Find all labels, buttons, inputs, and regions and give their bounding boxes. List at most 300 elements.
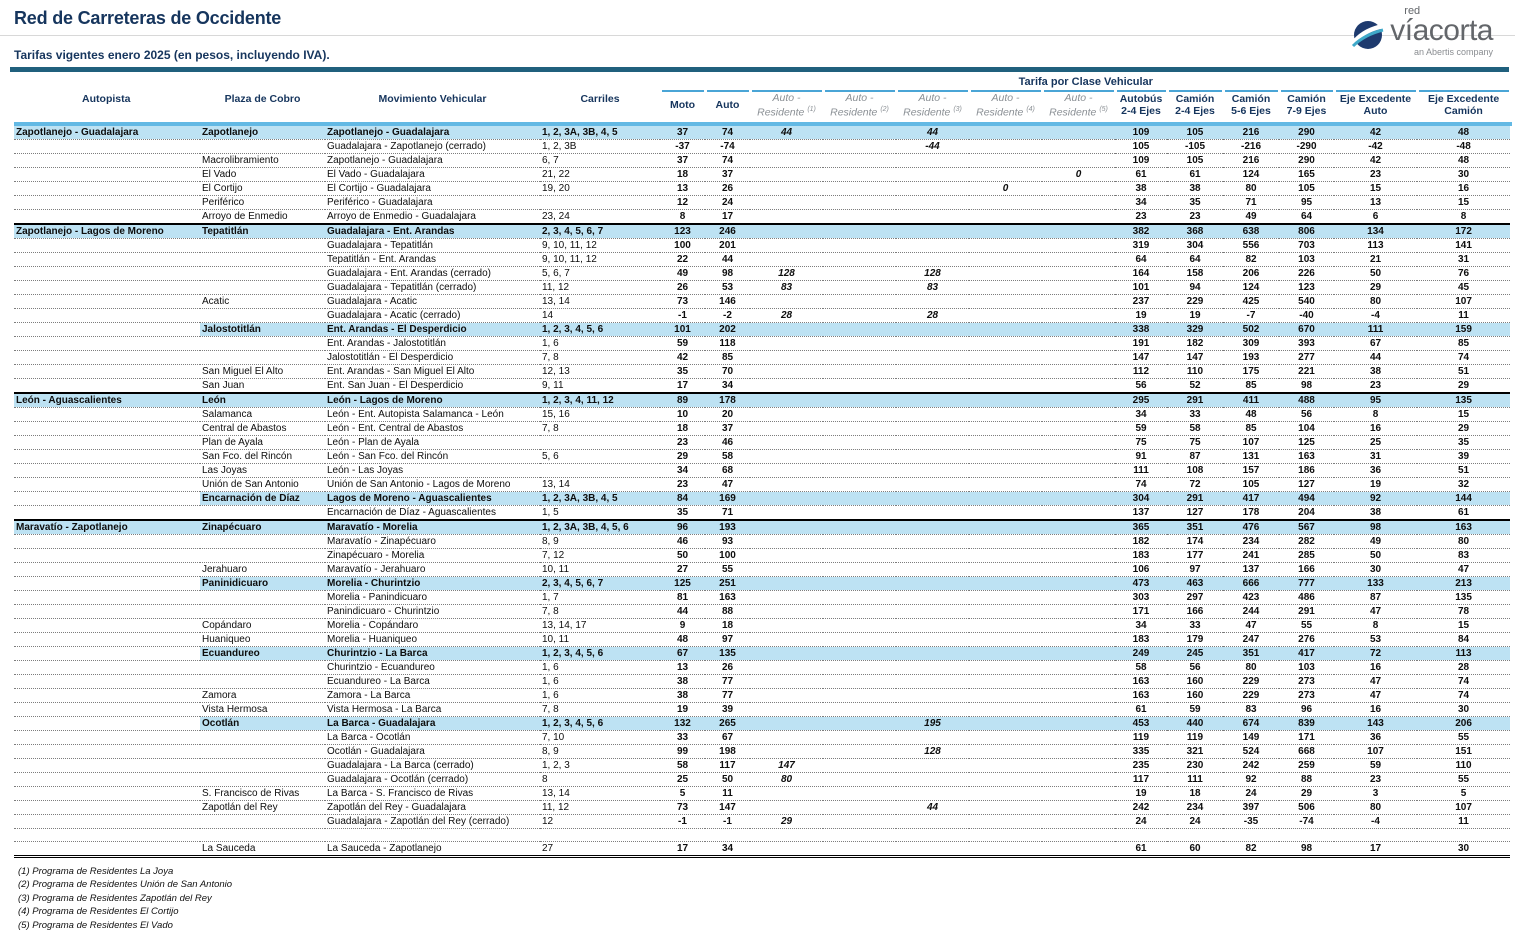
cell-value-1: 44	[660, 604, 705, 618]
cell-value-2: 97	[705, 632, 750, 646]
cell-plaza: Las Joyas	[200, 463, 325, 477]
column-header-autopista: Autopista	[14, 76, 200, 124]
cell-value-3	[750, 294, 823, 308]
cell-value-2: 178	[705, 393, 750, 408]
cell-value-11: 103	[1279, 252, 1334, 266]
cell-value-4	[823, 195, 896, 209]
cell-value-11: 226	[1279, 266, 1334, 280]
cell-carriles: 13, 14	[540, 294, 660, 308]
cell-value-11: 273	[1279, 688, 1334, 702]
cell-value-7	[1042, 322, 1115, 336]
cell-value-6	[969, 350, 1042, 364]
cell-value-6	[969, 674, 1042, 688]
cell-value-8	[1115, 828, 1167, 841]
cell-value-11: 165	[1279, 167, 1334, 181]
cell-value-13: 55	[1417, 772, 1510, 786]
cell-value-3	[750, 505, 823, 520]
table-row	[14, 421, 1510, 435]
cell-autopista	[14, 618, 200, 632]
cell-plaza: S. Francisco de Rivas	[200, 786, 325, 800]
cell-value-13	[1417, 828, 1510, 841]
cell-value-12: 15	[1334, 181, 1417, 195]
cell-carriles: 1, 2, 3, 4, 5, 6	[540, 716, 660, 730]
cell-value-1: 123	[660, 224, 705, 239]
cell-carriles: 13, 14	[540, 786, 660, 800]
cell-value-9: 52	[1167, 378, 1223, 393]
cell-value-13: 144	[1417, 491, 1510, 505]
cell-value-7	[1042, 618, 1115, 632]
cell-value-4	[823, 224, 896, 239]
cell-value-10: 417	[1223, 491, 1279, 505]
table-row	[14, 322, 1510, 336]
cell-autopista	[14, 814, 200, 828]
cell-value-6	[969, 336, 1042, 350]
cell-value-1: 13	[660, 660, 705, 674]
cell-autopista	[14, 730, 200, 744]
cell-value-11: 103	[1279, 660, 1334, 674]
table-row	[14, 477, 1510, 491]
cell-value-9: 72	[1167, 477, 1223, 491]
cell-value-3	[750, 491, 823, 505]
column-header-value-4: Auto - Residente $^{(2)}$	[823, 91, 896, 124]
cell-value-6	[969, 378, 1042, 393]
cell-value-8: 183	[1115, 632, 1167, 646]
cell-value-7	[1042, 477, 1115, 491]
cell-value-12: 67	[1334, 336, 1417, 350]
cell-movimiento: Encarnación de Díaz - Aguascalientes	[325, 505, 540, 520]
cell-plaza: Vista Hermosa	[200, 702, 325, 716]
cell-plaza	[200, 730, 325, 744]
cell-value-1: 125	[660, 576, 705, 590]
cell-autopista	[14, 181, 200, 195]
cell-value-11: 494	[1279, 491, 1334, 505]
footnote-1: (1) Programa de Residentes La Joya	[18, 865, 174, 877]
table-row	[14, 449, 1510, 463]
cell-value-13: 48	[1417, 124, 1510, 140]
cell-plaza: Ocotlán	[200, 716, 325, 730]
cell-value-10: 666	[1223, 576, 1279, 590]
cell-carriles: 12	[540, 814, 660, 828]
cell-value-3	[750, 618, 823, 632]
cell-movimiento: Morelia - Huaniqueo	[325, 632, 540, 646]
group-header-tarifa: Tarifa por Clase Vehicular	[660, 76, 1510, 91]
cell-value-3	[750, 590, 823, 604]
cell-carriles: 1, 6	[540, 336, 660, 350]
cell-value-3	[750, 238, 823, 252]
cell-carriles	[540, 435, 660, 449]
cell-value-5	[896, 421, 969, 435]
cell-movimiento: La Barca - Guadalajara	[325, 716, 540, 730]
cell-value-3: 44	[750, 124, 823, 140]
column-header-value-5: Auto - Residente $^{(3)}$	[896, 91, 969, 124]
cell-value-2: 202	[705, 322, 750, 336]
cell-value-5	[896, 209, 969, 224]
cell-value-8: 112	[1115, 364, 1167, 378]
cell-value-1: 73	[660, 294, 705, 308]
cell-value-9: 58	[1167, 421, 1223, 435]
cell-value-4	[823, 181, 896, 195]
cell-value-7	[1042, 153, 1115, 167]
cell-value-9: 329	[1167, 322, 1223, 336]
cell-value-4	[823, 336, 896, 350]
cell-value-5	[896, 730, 969, 744]
cell-value-2: -74	[705, 139, 750, 153]
cell-value-10: 82	[1223, 252, 1279, 266]
cell-value-4	[823, 632, 896, 646]
cell-autopista	[14, 477, 200, 491]
cell-value-2: 68	[705, 463, 750, 477]
cell-value-8: 338	[1115, 322, 1167, 336]
cell-value-12: 29	[1334, 280, 1417, 294]
cell-value-7	[1042, 520, 1115, 535]
cell-value-7: 0	[1042, 167, 1115, 181]
column-header-value-2: Auto	[705, 91, 750, 124]
cell-value-11	[1279, 828, 1334, 841]
cell-value-10: 24	[1223, 786, 1279, 800]
cell-value-3	[750, 322, 823, 336]
cell-value-1: 73	[660, 800, 705, 814]
cell-value-13: 80	[1417, 534, 1510, 548]
cell-autopista	[14, 744, 200, 758]
cell-value-6	[969, 632, 1042, 646]
cell-value-7	[1042, 814, 1115, 828]
cell-movimiento: Guadalajara - Acatic	[325, 294, 540, 308]
cell-value-9: 368	[1167, 224, 1223, 239]
table-row	[14, 195, 1510, 209]
cell-value-4	[823, 814, 896, 828]
cell-value-3	[750, 730, 823, 744]
cell-movimiento: Unión de San Antonio - Lagos de Moreno	[325, 477, 540, 491]
cell-movimiento: León - Plan de Ayala	[325, 435, 540, 449]
cell-value-9: 158	[1167, 266, 1223, 280]
cell-value-1: -1	[660, 308, 705, 322]
cell-value-10: 85	[1223, 421, 1279, 435]
cell-movimiento: Morelia - Churintzio	[325, 576, 540, 590]
cell-carriles: 10, 11	[540, 562, 660, 576]
cell-value-2: 77	[705, 674, 750, 688]
cell-value-10: 80	[1223, 181, 1279, 195]
cell-value-9: 108	[1167, 463, 1223, 477]
cell-carriles: 14	[540, 308, 660, 322]
cell-value-2: 117	[705, 758, 750, 772]
cell-value-13: 83	[1417, 548, 1510, 562]
cell-plaza	[200, 548, 325, 562]
cell-value-4	[823, 477, 896, 491]
cell-autopista	[14, 407, 200, 421]
cell-value-11: 417	[1279, 646, 1334, 660]
cell-carriles	[540, 463, 660, 477]
cell-value-6	[969, 590, 1042, 604]
cell-value-8: 34	[1115, 407, 1167, 421]
cell-value-11: 488	[1279, 393, 1334, 408]
column-header-value-3: Auto - Residente $^{(1)}$	[750, 91, 823, 124]
cell-value-11: -74	[1279, 814, 1334, 828]
cell-value-9: 304	[1167, 238, 1223, 252]
cell-value-1: -37	[660, 139, 705, 153]
cell-value-12: 16	[1334, 421, 1417, 435]
cell-value-6	[969, 308, 1042, 322]
cell-value-11: 273	[1279, 674, 1334, 688]
cell-autopista	[14, 716, 200, 730]
cell-value-1: 35	[660, 505, 705, 520]
cell-value-7	[1042, 224, 1115, 239]
cell-value-5	[896, 181, 969, 195]
cell-value-4	[823, 407, 896, 421]
cell-value-4	[823, 449, 896, 463]
cell-value-3	[750, 688, 823, 702]
cell-value-13: 213	[1417, 576, 1510, 590]
cell-value-1: 5	[660, 786, 705, 800]
cell-value-2: -2	[705, 308, 750, 322]
cell-autopista	[14, 576, 200, 590]
cell-plaza	[200, 814, 325, 828]
cell-value-11: 95	[1279, 195, 1334, 209]
cell-plaza: San Miguel El Alto	[200, 364, 325, 378]
cell-movimiento: Guadalajara - Zapotlán del Rey (cerrado)	[325, 814, 540, 828]
cell-value-2: 85	[705, 350, 750, 364]
cell-autopista	[14, 463, 200, 477]
cell-movimiento: Guadalajara - Zapotlanejo (cerrado)	[325, 139, 540, 153]
cell-autopista	[14, 772, 200, 786]
cell-autopista	[14, 758, 200, 772]
cell-value-10: 397	[1223, 800, 1279, 814]
cell-value-9: 463	[1167, 576, 1223, 590]
cell-value-10: 234	[1223, 534, 1279, 548]
cell-value-10: -216	[1223, 139, 1279, 153]
cell-value-12: 19	[1334, 477, 1417, 491]
cell-value-8: 163	[1115, 688, 1167, 702]
cell-value-12: 13	[1334, 195, 1417, 209]
cell-plaza	[200, 350, 325, 364]
cell-carriles: 11, 12	[540, 800, 660, 814]
cell-value-4	[823, 209, 896, 224]
cell-value-4	[823, 730, 896, 744]
cell-autopista	[14, 266, 200, 280]
table-row	[14, 604, 1510, 618]
cell-autopista	[14, 548, 200, 562]
cell-value-9: 179	[1167, 632, 1223, 646]
cell-value-13: 110	[1417, 758, 1510, 772]
cell-value-1: 34	[660, 463, 705, 477]
cell-value-1: -1	[660, 814, 705, 828]
cell-value-9: 24	[1167, 814, 1223, 828]
cell-autopista	[14, 562, 200, 576]
cell-value-4	[823, 548, 896, 562]
cell-value-5	[896, 604, 969, 618]
cell-value-2: 146	[705, 294, 750, 308]
cell-movimiento: León - Las Joyas	[325, 463, 540, 477]
cell-movimiento: Ent. San Juan - El Desperdicio	[325, 378, 540, 393]
cell-value-7	[1042, 393, 1115, 408]
cell-value-3	[750, 841, 823, 856]
cell-value-7	[1042, 378, 1115, 393]
cell-value-8: 64	[1115, 252, 1167, 266]
cell-value-1: 42	[660, 350, 705, 364]
cell-movimiento: León - Ent. Central de Abastos	[325, 421, 540, 435]
cell-value-4	[823, 378, 896, 393]
cell-value-1: 84	[660, 491, 705, 505]
cell-plaza: Salamanca	[200, 407, 325, 421]
cell-value-5	[896, 364, 969, 378]
cell-carriles: 19, 20	[540, 181, 660, 195]
cell-value-4	[823, 688, 896, 702]
cell-value-8: 61	[1115, 841, 1167, 856]
cell-movimiento: Churintzio - Ecuandureo	[325, 660, 540, 674]
cell-autopista	[14, 590, 200, 604]
cell-value-5	[896, 224, 969, 239]
cell-value-2: 198	[705, 744, 750, 758]
cell-value-5	[896, 632, 969, 646]
cell-value-12: 17	[1334, 841, 1417, 856]
cell-value-7	[1042, 308, 1115, 322]
cell-autopista: León - Aguascalientes	[14, 393, 200, 408]
cell-plaza: La Sauceda	[200, 841, 325, 856]
cell-plaza	[200, 266, 325, 280]
cell-value-2: 163	[705, 590, 750, 604]
cell-carriles: 2, 3, 4, 5, 6, 7	[540, 576, 660, 590]
cell-value-5	[896, 828, 969, 841]
cell-value-6	[969, 139, 1042, 153]
cell-value-6	[969, 758, 1042, 772]
cell-value-4	[823, 308, 896, 322]
cell-value-6	[969, 716, 1042, 730]
cell-value-5	[896, 772, 969, 786]
cell-value-9: 321	[1167, 744, 1223, 758]
cell-autopista	[14, 364, 200, 378]
cell-value-1: 46	[660, 534, 705, 548]
cell-value-13: 135	[1417, 590, 1510, 604]
cell-value-10: 216	[1223, 153, 1279, 167]
cell-carriles: 8, 9	[540, 534, 660, 548]
cell-plaza	[200, 534, 325, 548]
cell-movimiento: Lagos de Moreno - Aguascalientes	[325, 491, 540, 505]
page-header	[0, 0, 1515, 72]
cell-carriles: 7, 8	[540, 421, 660, 435]
column-header-value-7: Auto - Residente $^{(5)}$	[1042, 91, 1115, 124]
title-divider	[0, 35, 1515, 36]
cell-value-5	[896, 674, 969, 688]
cell-value-12: 8	[1334, 407, 1417, 421]
cell-value-12: 44	[1334, 350, 1417, 364]
column-header-movimiento-vehicular: Movimiento Vehicular	[325, 76, 540, 124]
table-row	[14, 702, 1510, 716]
cell-value-3	[750, 153, 823, 167]
cell-value-11: 276	[1279, 632, 1334, 646]
cell-movimiento: Zapotlanejo - Guadalajara	[325, 124, 540, 140]
cell-movimiento: Zapotlán del Rey - Guadalajara	[325, 800, 540, 814]
cell-value-13: 135	[1417, 393, 1510, 408]
cell-movimiento: Churintzio - La Barca	[325, 646, 540, 660]
cell-value-10: 175	[1223, 364, 1279, 378]
cell-value-2: 26	[705, 181, 750, 195]
cell-value-10: 157	[1223, 463, 1279, 477]
cell-carriles: 8	[540, 772, 660, 786]
cell-value-13: 32	[1417, 477, 1510, 491]
cell-value-6	[969, 660, 1042, 674]
cell-value-3	[750, 393, 823, 408]
cell-value-13: 107	[1417, 294, 1510, 308]
cell-value-7	[1042, 632, 1115, 646]
cell-value-8: 38	[1115, 181, 1167, 195]
cell-value-5	[896, 520, 969, 535]
cell-value-12: 8	[1334, 618, 1417, 632]
cell-value-6	[969, 520, 1042, 535]
cell-value-10: 80	[1223, 660, 1279, 674]
cell-plaza: Tepatitlán	[200, 224, 325, 239]
cell-value-7	[1042, 280, 1115, 294]
cell-value-12: 59	[1334, 758, 1417, 772]
table-row	[14, 758, 1510, 772]
cell-autopista	[14, 322, 200, 336]
cell-carriles: 7, 8	[540, 350, 660, 364]
cell-value-2: 47	[705, 477, 750, 491]
table-row	[14, 632, 1510, 646]
cell-value-8: 58	[1115, 660, 1167, 674]
cell-value-4	[823, 702, 896, 716]
cell-value-8: 106	[1115, 562, 1167, 576]
cell-value-10: 193	[1223, 350, 1279, 364]
cell-value-3: 80	[750, 772, 823, 786]
cell-value-9: 166	[1167, 604, 1223, 618]
cell-value-5	[896, 576, 969, 590]
cell-value-3	[750, 646, 823, 660]
cell-value-12: 16	[1334, 660, 1417, 674]
cell-movimiento: Zamora - La Barca	[325, 688, 540, 702]
cell-value-11: 839	[1279, 716, 1334, 730]
cell-value-9: 33	[1167, 618, 1223, 632]
cell-value-13: 51	[1417, 463, 1510, 477]
cell-value-1: 18	[660, 421, 705, 435]
cell-plaza	[200, 252, 325, 266]
cell-value-12: 143	[1334, 716, 1417, 730]
table-row	[14, 378, 1510, 393]
cell-value-11: 506	[1279, 800, 1334, 814]
cell-value-7	[1042, 266, 1115, 280]
cell-value-7	[1042, 350, 1115, 364]
cell-value-8: 295	[1115, 393, 1167, 408]
cell-value-8: 249	[1115, 646, 1167, 660]
cell-autopista	[14, 800, 200, 814]
cell-value-6	[969, 730, 1042, 744]
table-row	[14, 646, 1510, 660]
cell-value-8: 382	[1115, 224, 1167, 239]
footnote-3: (3) Programa de Residentes Zapotlán del Rey	[18, 892, 212, 904]
cell-value-5	[896, 646, 969, 660]
cell-plaza: San Juan	[200, 378, 325, 393]
cell-value-5	[896, 407, 969, 421]
cell-movimiento: Panindicuaro - Churintzio	[325, 604, 540, 618]
cell-plaza: Ecuandureo	[200, 646, 325, 660]
cell-plaza: Zapotlanejo	[200, 124, 325, 140]
cell-movimiento: Jalostotitlán - El Desperdicio	[325, 350, 540, 364]
cell-plaza: El Cortijo	[200, 181, 325, 195]
cell-value-13: 11	[1417, 814, 1510, 828]
cell-value-12: 47	[1334, 604, 1417, 618]
cell-value-7	[1042, 336, 1115, 350]
cell-value-5	[896, 814, 969, 828]
cell-value-4	[823, 393, 896, 408]
cell-movimiento: Guadalajara - Ocotlán (cerrado)	[325, 772, 540, 786]
cell-plaza	[200, 505, 325, 520]
cell-value-13: 31	[1417, 252, 1510, 266]
cell-value-12: -42	[1334, 139, 1417, 153]
cell-value-11: 290	[1279, 153, 1334, 167]
column-header-value-13: Eje Excedente Camión	[1417, 91, 1510, 124]
cell-value-2: 100	[705, 548, 750, 562]
logo-red-label: red	[1404, 5, 1421, 17]
cell-value-3	[750, 449, 823, 463]
cell-value-4	[823, 590, 896, 604]
